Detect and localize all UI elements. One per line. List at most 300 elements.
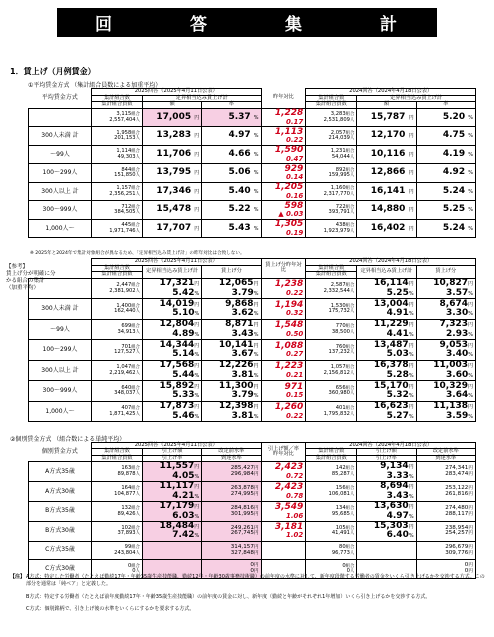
base-rate: 3.57: [446, 287, 469, 298]
value: 5.06: [228, 167, 251, 178]
value-cell: [357, 127, 416, 146]
header-rate: 引上げ率: [142, 455, 201, 461]
members-value: 37,893: [117, 530, 136, 537]
unit-label: 人: [135, 569, 140, 575]
table-row: [29, 145, 476, 164]
row-label: 300～999人: [29, 201, 92, 220]
base-rate: 3.64: [446, 390, 469, 401]
base-amount: 9,868: [225, 298, 254, 309]
raise-rate: 4.89: [172, 328, 195, 339]
raise-rate: 4.97: [386, 510, 409, 521]
header-2024: 2024回答（2024年4月18日公表）: [306, 259, 476, 266]
unit-label: 人: [349, 117, 355, 123]
members-value: 85,287: [331, 470, 350, 477]
unit-label: 組合: [131, 406, 140, 412]
count-value: 134: [335, 505, 346, 512]
value-cell: [357, 219, 416, 238]
unit-label: 組合: [345, 466, 355, 472]
unit-label: 円: [408, 523, 414, 530]
count-cell: [91, 219, 142, 238]
count-cell: [91, 299, 142, 320]
members-value: 104,877: [114, 490, 136, 497]
table-row: [29, 381, 476, 402]
value-cell: [202, 164, 261, 183]
raise-amount: 13,004: [373, 298, 409, 309]
value-cell: [416, 127, 475, 146]
count-cell: [91, 340, 142, 361]
row-label: ～99人: [29, 145, 92, 164]
row-label: 100～299人: [29, 340, 92, 361]
unit-label: 組合: [131, 149, 140, 155]
header-yoy: [261, 443, 306, 462]
unit-label: 人: [349, 471, 355, 477]
unit-label: 組合: [345, 223, 355, 229]
level-before: 0: [464, 562, 469, 569]
level-before: 249,261: [230, 524, 254, 531]
unit-label: 組合: [345, 525, 355, 531]
unit-label: 組合: [345, 344, 355, 350]
unit-label: 人: [135, 309, 140, 315]
table-row: [29, 108, 476, 127]
members-value: 89,426: [117, 510, 136, 517]
unit-label: 組合: [345, 406, 355, 412]
table-row: [29, 462, 476, 482]
yoy-rate: ▲ 0.03: [278, 210, 304, 219]
members-value: 2,317,770: [323, 190, 350, 197]
unit-label: 円: [408, 225, 414, 232]
raise-amount: 17,873: [159, 401, 195, 412]
value: 15,787: [370, 111, 406, 122]
value-cell: [202, 219, 261, 238]
count-cell: [91, 381, 142, 402]
unit-label: 円: [194, 383, 200, 390]
unit-label: 円: [468, 525, 473, 531]
header-2025: 2025回答（2025年4月11日公表）: [91, 443, 261, 449]
unit-label: 人: [349, 173, 355, 179]
unit-label: 円: [253, 550, 259, 556]
unit-label: %: [253, 331, 259, 338]
count-cell: [91, 462, 142, 482]
base-amount: 10,827: [433, 278, 468, 289]
page-title: [57, 8, 437, 37]
raise-rate: 5.46: [172, 410, 195, 421]
table-row: [29, 201, 476, 220]
unit-label: 組合: [345, 130, 355, 136]
unit-label: %: [408, 290, 414, 297]
table3-caption: ②個別賃金方式 （組合数による単純平均）: [10, 436, 126, 443]
header-new2: 到達水準: [416, 455, 475, 461]
raise-rate: 5.03: [386, 349, 409, 360]
header-counts: 集計組合数: [306, 96, 357, 102]
unit-label: 組合: [131, 204, 140, 210]
raise-cell: [357, 482, 416, 502]
individual-wage-table: [28, 442, 476, 579]
raise-cell: [357, 299, 416, 320]
yoy-rate: 0.22: [286, 411, 304, 420]
unit-label: 組合: [131, 344, 140, 350]
yoy-rate: 0.50: [286, 329, 304, 338]
value: 5.24: [442, 185, 466, 196]
unit-label: 円: [253, 342, 259, 349]
unit-label: 円: [194, 484, 200, 491]
count-value: 105: [335, 524, 346, 531]
unit-label: 円: [408, 484, 414, 491]
raise-cell: [357, 462, 416, 482]
unit-label: 円: [408, 281, 414, 288]
unit-label: 円: [194, 170, 200, 177]
count-value: 156: [335, 485, 346, 492]
yoy-amount: 1,590: [274, 145, 304, 156]
count-value: 722: [335, 203, 346, 210]
value-cell: [142, 201, 201, 220]
value-cell: [202, 201, 261, 220]
count-value: 640: [121, 384, 132, 391]
base-amount: 12,065: [218, 278, 254, 289]
base-cell: [416, 360, 475, 381]
count-value: 445: [121, 222, 132, 229]
title-char: 回: [95, 15, 114, 35]
unit-label: %: [194, 311, 200, 318]
unit-label: 人: [135, 491, 140, 497]
unit-label: 円: [194, 225, 200, 232]
raise-rate: 5.25: [386, 287, 409, 298]
unit-label: 円: [468, 569, 473, 575]
unit-label: 組合: [131, 385, 140, 391]
unit-label: 円: [467, 363, 473, 370]
unit-label: %: [253, 170, 259, 177]
unit-label: %: [468, 413, 473, 420]
row-label: 300人未満 計: [29, 127, 92, 146]
value-cell: [142, 219, 201, 238]
yoy-amount: 1,305: [274, 219, 304, 230]
table-row: [29, 319, 476, 340]
unit-label: 組合: [345, 365, 355, 371]
unit-label: 円: [467, 322, 473, 329]
unit-label: 円: [467, 342, 473, 349]
unit-label: 人: [349, 228, 355, 234]
value: 4.66: [228, 148, 251, 159]
unit-label: 円: [194, 207, 200, 214]
members-value: 2,531,809: [323, 116, 350, 123]
value: 16,402: [370, 222, 406, 233]
members-value: 0: [132, 568, 136, 575]
unit-label: 組合: [131, 283, 140, 289]
raise-rate: 5.27: [386, 410, 409, 421]
table1-row-header: 平均賃金方式: [41, 94, 78, 102]
notes: [10, 574, 485, 613]
base-rate: 3.81: [231, 410, 254, 421]
unit-label: 組合: [345, 283, 355, 289]
unit-label: %: [408, 473, 414, 480]
raise-cell: [142, 360, 201, 381]
unit-label: %: [468, 170, 473, 177]
base-amount: 8,674: [439, 298, 468, 309]
yoy-rate: 0.78: [286, 491, 304, 500]
header-new2: 到達水準: [202, 455, 261, 461]
yoy-cell: [261, 340, 306, 361]
level-after: 309,776: [445, 549, 469, 556]
table-row: [29, 127, 476, 146]
count-value: 438: [335, 222, 346, 229]
value: 4.92: [442, 167, 466, 178]
header-counts: 集計組合数: [91, 449, 142, 455]
yoy-cell: [261, 127, 306, 146]
raise-amount: 8,694: [380, 481, 409, 492]
count-cell: [306, 219, 357, 238]
value: 5.20: [442, 111, 466, 122]
unit-label: 円: [253, 322, 259, 329]
row-label: ～99人: [29, 319, 92, 340]
unit-label: 円: [468, 465, 473, 471]
yoy-cell: [261, 381, 306, 402]
title-char: 計: [380, 15, 399, 35]
raise-rate: 5.28: [386, 369, 409, 380]
unit-label: 人: [349, 531, 355, 537]
count-value: 1,958: [116, 129, 132, 136]
table1-footnote: ※ 2025年と2024年で集計対象組合が異なるため、「定昇相当込み賃上げ計」の昨年対比は合致しない。: [30, 251, 245, 256]
count-value: 699: [121, 323, 132, 330]
unit-label: 人: [135, 350, 140, 356]
count-cell: [91, 541, 142, 560]
level-cell: [416, 541, 475, 560]
yoy-amount: 598: [284, 200, 304, 211]
count-value: 2,447: [116, 282, 132, 289]
raise-amount: 17,321: [159, 278, 195, 289]
table-row: [29, 521, 476, 541]
yoy-cell: [261, 521, 306, 541]
base-cell: [416, 299, 475, 320]
unit-label: 組合: [345, 486, 355, 492]
title-char: 集: [285, 15, 304, 35]
unit-label: 円: [468, 505, 473, 511]
unit-label: %: [253, 311, 259, 318]
value-cell: [357, 201, 416, 220]
base-rate: 3.62: [231, 308, 254, 319]
unit-label: 組合: [345, 545, 355, 551]
header-raise: 定昇相当込み賃上げ計: [142, 266, 201, 279]
value-cell: [142, 145, 201, 164]
unit-label: 円: [408, 322, 414, 329]
header-new: 改定前水準: [416, 449, 475, 455]
raise-amount: 15,170: [373, 380, 409, 391]
unit-label: 人: [349, 136, 355, 142]
row-label: [29, 108, 92, 127]
raise-amount: 11,117: [159, 481, 195, 492]
raise-rate: 4.41: [386, 328, 409, 339]
raise-rate: 6.40: [386, 530, 409, 541]
raise-cell: [142, 401, 201, 422]
unit-label: 人: [349, 511, 355, 517]
raise-amount: 13,487: [373, 339, 409, 350]
unit-label: 組合: [131, 324, 140, 330]
count-cell: [306, 164, 357, 183]
count-value: 770: [335, 323, 346, 330]
count-cell: [306, 299, 357, 320]
header-rate: 率: [416, 102, 475, 108]
base-cell: [202, 381, 261, 402]
unit-label: 組合: [131, 506, 140, 512]
count-value: 401: [335, 405, 346, 412]
yoy-amount: 2,423: [274, 462, 304, 473]
unit-label: 円: [408, 464, 414, 471]
base-amount: 7,323: [439, 319, 468, 330]
count-value: 2,057: [330, 129, 346, 136]
raise-cell: [357, 381, 416, 402]
members-value: 1,971,746: [109, 227, 136, 234]
header-raise: 定昇相当込み賃上げ計: [142, 96, 261, 102]
unit-label: 円: [253, 485, 259, 491]
unit-label: 円: [253, 281, 259, 288]
count-value: 892: [335, 166, 346, 173]
value-cell: [357, 164, 416, 183]
unit-label: %: [253, 413, 259, 420]
members-value: 159,995: [328, 172, 350, 179]
unit-label: 組合: [345, 186, 355, 192]
yoy-amount: 1,223: [274, 361, 304, 372]
unit-label: 円: [468, 563, 473, 569]
value: 4.75: [442, 130, 466, 141]
raise-cell: [142, 521, 201, 541]
yoy-amount: 971: [284, 381, 304, 392]
members-value: 2,156,812: [323, 369, 350, 376]
raise-amount: 15,303: [373, 520, 409, 531]
unit-label: 円: [194, 342, 200, 349]
unit-label: 組合: [131, 486, 140, 492]
raise-cell: [357, 401, 416, 422]
table-row: [29, 541, 476, 560]
unit-label: %: [468, 207, 473, 214]
table-row: [29, 299, 476, 320]
base-rate: 3.30: [446, 308, 469, 319]
yoy-amount: 929: [284, 163, 304, 174]
note-a: A方式：特定した労働者（たとえば勤続17年・年齢35歳生産技能職、勤続12年・年齢30歳事務技術職）の前年度の水準に対して、新年度段階する労働者の賃金をいくら引き上げるかを交渉する方式。この部分を通常は「純ベア」と定義した。: [26, 574, 485, 587]
unit-label: %: [194, 513, 200, 520]
header-members: 集計組合員数: [306, 455, 357, 461]
count-value: 1,114: [116, 148, 132, 155]
unit-label: 人: [135, 136, 140, 142]
raise-cell: [142, 462, 201, 482]
unit-label: 円: [194, 188, 200, 195]
unit-label: 人: [135, 411, 140, 417]
raise-cell: [142, 541, 201, 560]
raise-cell: [142, 278, 201, 299]
count-value: 712: [121, 203, 132, 210]
base-rate: 3.79: [231, 390, 254, 401]
table-row: [29, 482, 476, 502]
count-value: 407: [121, 405, 132, 412]
unit-label: 人: [135, 117, 140, 123]
raise-amount: 17,568: [159, 360, 195, 371]
unit-label: %: [194, 533, 200, 540]
members-value: 162,440: [114, 308, 136, 315]
unit-label: 組合: [131, 186, 140, 192]
unit-label: 人: [349, 288, 355, 294]
unit-label: 円: [408, 363, 414, 370]
raise-cell: [142, 299, 201, 320]
value-cell: [202, 145, 261, 164]
yoy-rate: 0.14: [286, 173, 304, 182]
yoy-label: 引上げ額／率: [267, 445, 299, 452]
yoy-amount: 3,181: [274, 522, 304, 533]
yoy-amount: 1,205: [274, 182, 304, 193]
unit-label: 円: [194, 281, 200, 288]
unit-label: 人: [135, 329, 140, 335]
raise-amount: 17,179: [159, 501, 195, 512]
value-cell: [357, 182, 416, 201]
unit-label: %: [408, 352, 414, 359]
unit-label: 組合: [131, 466, 140, 472]
table-row: [29, 340, 476, 361]
unit-label: %: [468, 393, 473, 400]
level-cell: [416, 521, 475, 541]
members-value: 96,773: [331, 549, 350, 556]
base-cell: [202, 319, 261, 340]
unit-label: %: [194, 331, 200, 338]
row-label: 1,000人～: [29, 219, 92, 238]
unit-label: 組合: [131, 525, 140, 531]
unit-label: 円: [194, 363, 200, 370]
unit-label: 組合: [345, 385, 355, 391]
value-cell: [142, 108, 201, 127]
unit-label: 組合: [345, 149, 355, 155]
spacer: [29, 259, 92, 279]
count-cell: [306, 462, 357, 482]
unit-label: 人: [349, 491, 355, 497]
unit-label: %: [408, 413, 414, 420]
yoy-amount: 1,548: [274, 320, 304, 331]
members-value: 1,923,979: [323, 227, 350, 234]
level-before: 263,878: [230, 484, 254, 491]
header-members: 集計組合員数: [91, 102, 142, 108]
unit-label: %: [408, 372, 414, 379]
unit-label: %: [253, 393, 259, 400]
count-cell: [91, 319, 142, 340]
value-cell: [142, 127, 201, 146]
unit-label: 円: [468, 471, 473, 477]
base-cell: [416, 401, 475, 422]
value: 4.19: [442, 148, 466, 159]
count-value: 844: [121, 166, 132, 173]
base-amount: 10,141: [218, 339, 254, 350]
unit-label: %: [194, 493, 200, 500]
count-cell: [306, 127, 357, 146]
unit-label: 人: [135, 471, 140, 477]
level-before: 253,122: [445, 484, 469, 491]
unit-label: 人: [349, 191, 355, 197]
yoy-amount: 1,113: [274, 126, 304, 137]
count-value: 656: [335, 384, 346, 391]
yoy-amount: 1,260: [274, 402, 304, 413]
value: 12,866: [370, 167, 406, 178]
unit-label: 組合: [131, 112, 140, 118]
header-rate: 率: [202, 102, 261, 108]
raise-cell: [142, 340, 201, 361]
base-cell: [416, 381, 475, 402]
raise-cell: [142, 381, 201, 402]
note-c: C方式：個別銘柄で、引き上げ後の水準をいくらにするかを要求する方式。: [26, 606, 195, 613]
members-value: 54,044: [331, 153, 350, 160]
row-label: 300人以上 計: [29, 182, 92, 201]
unit-label: 組合: [345, 563, 355, 569]
average-wage-table: [28, 88, 476, 238]
raise-cell: [357, 541, 416, 560]
raise-amount: 15,892: [159, 380, 195, 391]
base-amount: 9,053: [439, 339, 468, 350]
raise-amount: 18,484: [159, 520, 195, 531]
unit-label: 円: [194, 464, 200, 471]
yoy-cell: [261, 401, 306, 422]
yoy-cell: [261, 278, 306, 299]
